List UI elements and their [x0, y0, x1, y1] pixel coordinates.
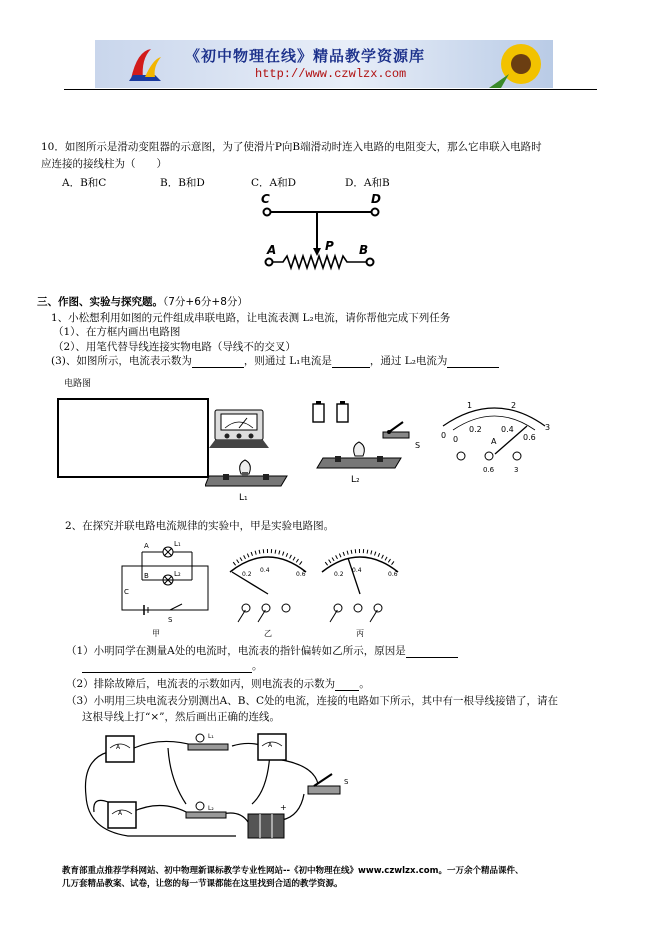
svg-text:+: + [280, 803, 287, 812]
circuit-label-b: B [144, 572, 149, 580]
label-c: C [261, 192, 270, 206]
rheostat-figure [255, 190, 390, 274]
bing-tick-02: 0.2 [334, 571, 344, 578]
ammeter-dial [441, 401, 550, 474]
p1-task1: （1）、在方框内画出电路图 [53, 326, 181, 338]
blank-reading[interactable] [192, 367, 244, 368]
fig-label-bing: 丙 [356, 629, 364, 638]
header-rule [64, 89, 597, 90]
scale-top-1: 1 [467, 401, 473, 410]
blank-reason-2[interactable] [82, 672, 252, 673]
label-b: B [359, 243, 369, 257]
label-p: P [325, 239, 334, 253]
wiring-figure [72, 726, 362, 844]
scale-bottom-0: 0 [453, 435, 459, 444]
fig-label-yi: 乙 [264, 629, 272, 638]
p2-q2-end: 。 [359, 678, 370, 690]
circuit-diagram-box[interactable] [57, 398, 209, 478]
p1-task2: （2）、用笔代替导线连接实物电路（导线不的交叉） [53, 341, 296, 353]
yi-tick-04: 0.4 [260, 567, 270, 574]
circuit-label-l2: L₂ [174, 570, 181, 578]
svg-text:A: A [116, 744, 121, 751]
scale-bottom-3: 0.6 [523, 433, 536, 442]
footer-line2: 几万套精品教案、试卷，让您的每一节课都能在这里找到合适的教学资源。 [62, 879, 343, 889]
circuit-label-a: A [144, 542, 149, 550]
scale-top-3: 3 [545, 423, 551, 432]
yi-tick-02: 0.2 [242, 571, 252, 578]
q10-option-d: D．A和B [345, 177, 390, 189]
l1-label: L₁ [239, 493, 248, 503]
meter-yi [230, 551, 306, 638]
bulb-l2 [317, 442, 401, 485]
wiring-battery [248, 803, 287, 838]
footer-line1: 教育部重点推荐学科网站、初中物理新课标教学专业性网站--《初中物理在线》www.czwlzx.com。一万余个精品课件、 [62, 866, 524, 876]
terminal-label-06: 0.6 [483, 466, 495, 474]
blank-reason-1[interactable] [406, 657, 458, 658]
logo-icon [125, 45, 165, 85]
section3-heading [37, 296, 248, 309]
blank-l2-current[interactable] [447, 367, 499, 368]
p2-q1-cont [82, 660, 263, 673]
q10-stem-line2: 应连接的接线柱为（ ） [41, 158, 167, 170]
circuit-jia [122, 540, 208, 638]
banner-url: http://www.czwlzx.com [255, 67, 407, 81]
parallel-circuit-figure [108, 536, 418, 640]
label-a: A [267, 243, 277, 257]
p2-intro: 2、在探究并联电路电流规律的实验中，甲是实验电路图。 [65, 520, 335, 532]
wiring-s-label: S [344, 778, 349, 786]
p2-q1-text: （1）小明同学在测量A处的电流时，电流表的指针偏转如乙所示，原因是 [66, 645, 406, 657]
task3-part-b: ，则通过 L₁电流是 [243, 355, 332, 367]
bing-tick-06: 0.6 [388, 571, 398, 578]
section3-title: 三、作图、实验与探究题。 [37, 296, 163, 308]
wiring-l1-label: L₁ [208, 733, 214, 740]
q10-option-a: A．B和C [62, 177, 107, 189]
wiring-bulb-l2 [186, 802, 226, 818]
wiring-ammeter-bottom [108, 802, 136, 828]
switch-device [383, 422, 420, 450]
battery-pair [313, 401, 348, 422]
circuit-label-c: C [124, 588, 129, 596]
section3-points: （7分+6分+8分） [163, 296, 248, 308]
p2-q1-end: 。 [252, 660, 263, 672]
blank-reading-2[interactable] [335, 690, 359, 691]
q10-option-c: C．A和D [251, 177, 297, 189]
terminal-label-3: 3 [514, 466, 519, 474]
wiring-ammeter-top [106, 736, 134, 762]
banner-title: 《初中物理在线》精品教学资源库 [185, 47, 426, 65]
task3-part-c: ，通过 L₂电流为 [369, 355, 448, 367]
meter-bing [322, 551, 398, 638]
svg-text:A: A [118, 810, 123, 817]
wiring-ammeter-right [258, 734, 286, 760]
blank-l1-current[interactable] [332, 367, 370, 368]
header-banner [95, 40, 553, 88]
bing-tick-04: 0.4 [352, 567, 362, 574]
ammeter-device [209, 410, 269, 448]
p1-task3 [51, 355, 499, 368]
circuit-label-s: S [168, 616, 173, 624]
yi-tick-06: 0.6 [296, 571, 306, 578]
l2-label: L₂ [351, 475, 360, 485]
p2-q2 [66, 678, 370, 691]
scale-top-0: 0 [441, 431, 447, 440]
p2-q3-line2: 这根导线上打“×”，然后画出正确的连线。 [82, 711, 281, 723]
q10-stem-line1: 10．如图所示是滑动变阻器的示意图，为了使滑片P向B端滑动时连入电路的电阻变大，那么它串联入电路时 [41, 141, 542, 153]
scale-unit: A [491, 437, 497, 446]
wiring-l2-label: L₂ [208, 805, 214, 812]
scale-bottom-1: 0.2 [469, 425, 482, 434]
circuit-diagram-label: 电路图 [64, 379, 92, 389]
fig-label-jia: 甲 [152, 629, 160, 638]
svg-text:A: A [268, 742, 273, 749]
p2-q3-line1: （3）小明用三块电流表分别测出A、B、C处的电流，连接的电路如下所示，其中有一根导线接错了，请在 [66, 695, 559, 707]
switch-label: S [415, 441, 421, 450]
scale-bottom-2: 0.4 [501, 425, 514, 434]
scale-top-2: 2 [511, 401, 517, 410]
task3-part-a: (3)、如图所示，电流表示数为 [51, 355, 192, 367]
bulb-l1 [205, 460, 287, 503]
label-d: D [371, 192, 381, 206]
p2-q1 [66, 645, 458, 658]
components-figure [205, 396, 575, 508]
p1-intro: 1、小松想利用如图的元件组成串联电路，让电流表测 L₂电流，请你帮他完成下列任务 [51, 312, 451, 324]
circuit-label-l1: L₁ [174, 540, 181, 548]
p2-q2-text: （2）排除故障后，电流表的示数如丙，则电流表的示数为 [66, 678, 336, 690]
q10-option-b: B．B和D [160, 177, 205, 189]
wiring-bulb-l1 [188, 733, 228, 750]
wiring-switch [308, 774, 349, 794]
sunflower-icon [489, 40, 553, 88]
